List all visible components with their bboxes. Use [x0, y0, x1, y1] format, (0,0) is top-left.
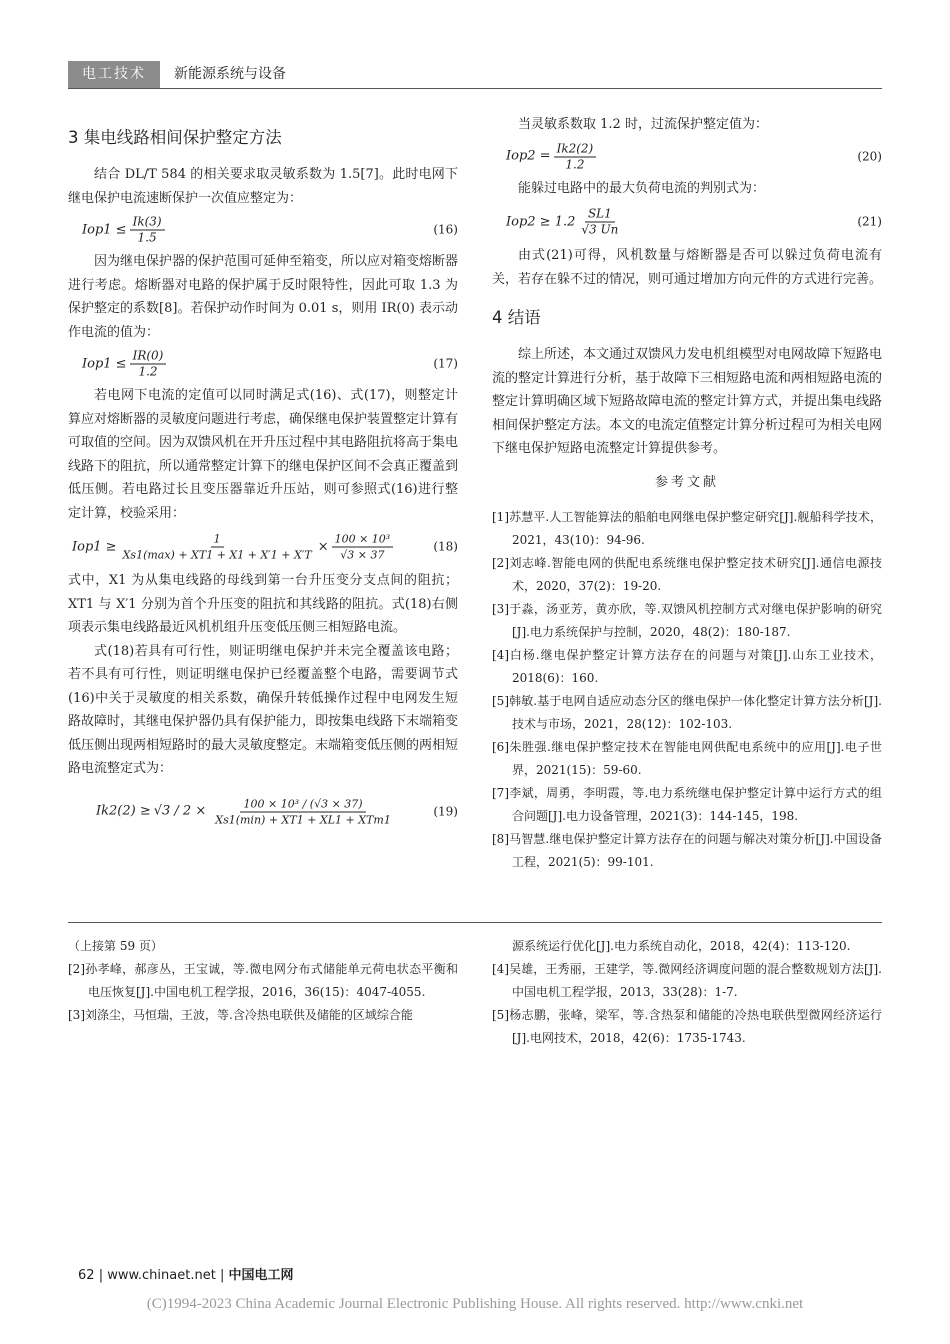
equation-number: (20): [857, 148, 882, 163]
section-4-heading: 4 结语: [492, 308, 541, 327]
equation-number: (21): [857, 214, 882, 229]
equation-17: [68, 344, 458, 384]
header-divider: [68, 88, 882, 89]
paragraph: 结合 DL/T 584 的相关要求取灵敏系数为 1.5[7]。此时电网下继电保护电流速断保护一次值应整定为：: [68, 167, 458, 206]
equation-18: Iop1 ≥ $\frac{1}{Xs1(\max) + XT1 + X1 + X'1 + X'T}$ × $\frac{\text{100 × 10³}}{√3 \times 37}$ (18): [72, 532, 458, 562]
reference-item: [2]刘志峰.智能电网的供配电系统继电保护整定技术研究[J].通信电源技术，2020，37(2)：19-20.: [492, 556, 882, 593]
continued-references-right: [492, 935, 882, 1050]
reference-item: [2]孙孝峰，郝彦丛，王宝诚，等.微电网分布式储能单元荷电状态平衡和电压恢复[J].中国电机工程学报，2016，36(15)：4047-4055.: [68, 962, 458, 999]
reference-item: 源系统运行优化[J].电力系统自动化，2018，42(4)：113-120.: [512, 939, 851, 953]
equation-19: [68, 781, 458, 843]
continued-references-left: [68, 935, 458, 1027]
equation-number: (16): [433, 222, 458, 237]
equation-denominator: 1.2: [565, 157, 585, 171]
reference-item: [6]朱胜强.继电保护整定技术在智能电网供配电系统中的应用[J].电子世界，2021(15)：59-60.: [492, 740, 882, 777]
copyright-watermark: (C)1994-2023 China Academic Journal Electronic Publishing House. All rights reserved. http://www.cnki.net: [146, 1296, 804, 1312]
equation-21: [492, 200, 882, 244]
reference-item: [5]杨志鹏，张峰，梁军，等.含热泵和储能的冷热电联供型微网经济运行[J].电网技术，2018，42(6)：1735-1743.: [492, 1008, 882, 1045]
left-column: [68, 125, 458, 843]
equation-numerator: IR(0): [130, 349, 167, 365]
reference-item: [4]白杨.继电保护整定计算方法存在的问题与对策[J].山东工业技术，2018(6)：160.: [492, 648, 882, 685]
equation-number: (19): [433, 803, 458, 818]
references-heading: 参考文献: [654, 474, 719, 490]
equation-number: (17): [433, 356, 458, 371]
section-3-heading: 3 集电线路相间保护整定方法: [68, 128, 282, 147]
references-list: [492, 506, 882, 874]
page-number: 62: [78, 1268, 95, 1283]
equation-denominator: √3 Un: [581, 222, 619, 237]
equation-numerator: 100 × 10³: [332, 532, 394, 548]
equation-coefficient: √3 / 2 ×: [153, 803, 207, 819]
equation-numerator: 100 × 10³ / (√3 × 37): [240, 796, 365, 812]
reference-item: [3]于淼，汤亚芳，黄亦欣，等.双馈风机控制方式对继电保护影响的研究[J].电力系统保护与控制，2020，48(2)：180-187.: [492, 602, 882, 639]
paragraph: 因为继电保护器的保护范围可延伸至箱变，所以应对箱变熔断器进行考虑。熔断器对电路的保护属于反时限特性，因此可取 1.3 为保护整定的系数[8]。若保护动作时间为 0.01 s，则用 IR(0) 表示动作电流的值为：: [68, 254, 459, 340]
references-list: [492, 935, 882, 1050]
paragraph: 式(18)若具有可行性，则证明继电保护并未完全覆盖该电路；若不具有可行性，则证明继电保护已经覆盖整个电路，需要调节式(16)中关于灵敏度的相关系数，确保升转低操作过程中电网发生短路故障时，其继电保护器仍具有保护能力，即按集电线路下末端箱变低压侧出现两相短路时的最大灵敏度整定。末端箱变低压侧的两相短路电流整定式为：: [68, 643, 459, 776]
references-list: [68, 958, 458, 1027]
page-footer: 62 | www.chinaet.net | 中国电工网: [78, 1268, 294, 1283]
equation-denominator: 1.5: [137, 230, 157, 245]
equation-lhs: Iop2 =: [506, 148, 551, 164]
journal-name: 中国电工网: [228, 1268, 294, 1283]
equation-denominator: 1.2: [138, 364, 158, 379]
equation-16: [68, 210, 458, 250]
reference-item: [3]刘涤尘，马恒瑞，王波，等.含冷热电联供及储能的区域综合能: [68, 1008, 413, 1022]
equation-numerator: SL1: [585, 207, 615, 223]
equation-denominator: √3 × 37: [340, 548, 385, 562]
website-link[interactable]: www.chinaet.net: [107, 1268, 216, 1283]
equation-denominator: Xs1(max) + XT1 + X1 + X′1 + X′T: [122, 548, 312, 562]
equation-numerator: Ik2(2): [554, 141, 597, 157]
equation-lhs: Iop2 ≥ 1.2: [506, 214, 576, 230]
paragraph: 能躲过电路中的最大负荷电流的判别式为：: [518, 180, 766, 196]
equation-numerator: 1: [211, 532, 224, 548]
equation-lhs: Iop1 ≥: [72, 539, 117, 555]
paragraph: 当灵敏系数取 1.2 时，过流保护整定值为：: [518, 117, 768, 132]
paragraph: 综上所述，本文通过双馈风力发电机组模型对电网故障下短路电流的整定计算进行分析，基于故障下三相短路电流和两相短路电流的整定计算明确区域下短路故障电流的整定计算方式，并提出集电线路相间保护整定方法。本文的电流定值整定计算分析过程可为相关电网下继电保护短路电流整定计算提供参考。: [492, 347, 883, 456]
reference-item: [7]李斌，周勇，李明霞，等.电力系统继电保护整定计算中运行方式的组合问题[J].电力设备管理，2021(3)：144-145，198.: [492, 786, 882, 823]
equation-20: [492, 137, 882, 177]
paragraph: 若电网下电流的定值可以同时满足式(16)、式(17)，则整定计算应对熔断器的灵敏度问题进行考虑，确保继电保护装置整定计算有可取值的空间。因为双馈风机在开升压过程中其电路阻抗将高于集电线路下的阻抗，所以通常整定计算下的继电保护区间不会真正覆盖到低压侧。若电路过长且变压器靠近升压站，则可参照式(16)进行整定计算，校验采用：: [68, 388, 459, 521]
equation-denominator: Xs1(min) + XT1 + XL1 + XTm1: [215, 813, 391, 826]
equation-lhs: Iop1 ≤: [82, 356, 127, 372]
equation-lhs: Ik2(2) ≥: [96, 803, 151, 819]
reference-item: [4]吴雄，王秀丽，王建学，等.微网经济调度问题的混合整数规划方法[J].中国电机工程学报，2013，33(28)：1-7.: [492, 962, 882, 999]
reference-item: [5]韩敏.基于电网自适应动态分区的继电保护一体化整定计算方法分析[J].技术与市场，2021，28(12)：102-103.: [492, 694, 882, 731]
reference-item: [1]苏慧平.人工智能算法的船舶电网继电保护整定研究[J].舰船科学技术，2021，43(10)：94-96.: [492, 510, 882, 547]
section-divider: [68, 922, 882, 923]
section-title: 新能源系统与设备: [174, 66, 286, 82]
reference-item: [8]马智慧.继电保护整定计算方法存在的问题与解决对策分析[J].中国设备工程，2021(5)：99-101.: [492, 832, 882, 869]
equation-number: (18): [433, 539, 458, 554]
paragraph: 式中，X1 为从集电线路的母线到第一台升压变分支点间的阻抗；XT1 与 X′1 分别为首个升压变的阻抗和其线路的阻抗。式(18)右侧项表示集电线路最近风机机组升压变低压侧三相短路电流。: [68, 573, 458, 635]
continuation-note: （上接第 59 页）: [68, 939, 163, 953]
paragraph: 由式(21)可得，风机数量与熔断器是否可以躲过负荷电流有关，若存在躲不过的情况，则可通过增加方向元件的方式进行完善。: [492, 248, 883, 287]
equation-numerator: Ik(3): [130, 215, 165, 231]
right-column: [492, 113, 882, 874]
section-tag: 电工技术: [68, 61, 160, 88]
equation-lhs: Iop1 ≤: [82, 222, 127, 238]
